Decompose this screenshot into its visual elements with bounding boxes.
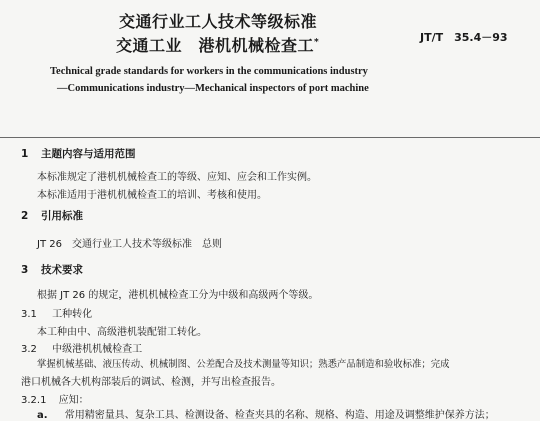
- standard-number: JT/T 35.4－93: [420, 31, 508, 44]
- section-1-heading: [21, 146, 135, 161]
- section-3-2-1-number: 3.2.1: [21, 395, 47, 406]
- section-3-1-number: 3.1: [21, 309, 37, 320]
- section-3-title: 技术要求: [40, 264, 83, 276]
- title-line-2-text: 交通工业 港机机械检查工: [116, 36, 315, 55]
- section-1-number: 1: [21, 148, 29, 160]
- section-3-paragraph: 根据 JT 26 的规定，港机机械检查工分为中级和高级两个等级。: [37, 290, 319, 301]
- section-3-2-1-title: 应知：: [58, 395, 89, 406]
- header-divider: [0, 137, 540, 138]
- section-3-2-number: 3.2: [21, 344, 37, 355]
- section-2-reference: JT 26 交通行业工人技术等级标准 总则: [37, 239, 222, 250]
- section-1-paragraph-2: 本标准适用于港机机械检查工的培训、考核和使用。: [37, 190, 267, 201]
- english-title-line-1: Technical grade standards for workers in the communications industry: [50, 66, 368, 77]
- section-3-2-1-heading: [21, 391, 89, 406]
- section-3-heading: [21, 262, 83, 277]
- english-title-line-2: —Communications industry—Mechanical inspectors of port machine: [57, 83, 369, 94]
- section-3-2-title: 中级港机机械检查工: [52, 344, 143, 355]
- section-1-paragraph-1: 本标准规定了港机机械检查工的等级、应知、应会和工作实例。: [37, 172, 317, 183]
- section-3-1-heading: [21, 305, 92, 320]
- list-item-a-text: 常用精密量具、复杂工具、检测设备、检查夹具的名称、规格、构造、用途及调整维护保养方法；: [64, 410, 495, 421]
- section-3-2-paragraph-line-1: 掌握机械基础、液压传动、机械制图、公差配合及技术测量等知识；熟悉产品制造和验收标准；完成: [37, 359, 450, 370]
- section-3-1-paragraph: 本工种由中、高级港机装配钳工转化。: [37, 327, 207, 338]
- section-2-title: 引用标准: [40, 210, 83, 222]
- list-item-a: [37, 406, 495, 421]
- title-line-2: [116, 33, 319, 56]
- section-1-title: 主题内容与适用范围: [40, 148, 136, 160]
- section-2-heading: [21, 208, 83, 223]
- section-3-2-heading: [21, 340, 142, 355]
- list-item-a-label: a.: [37, 410, 48, 421]
- section-3-number: 3: [21, 264, 29, 276]
- title-footnote-mark: *: [314, 37, 320, 48]
- title-line-1: 交通行业工人技术等级标准: [119, 12, 318, 31]
- section-3-2-paragraph-line-2: 港口机械各大机构部装后的调试、检测，并写出检查报告。: [21, 377, 281, 388]
- section-2-number: 2: [21, 210, 29, 222]
- section-3-1-title: 工种转化: [52, 309, 93, 320]
